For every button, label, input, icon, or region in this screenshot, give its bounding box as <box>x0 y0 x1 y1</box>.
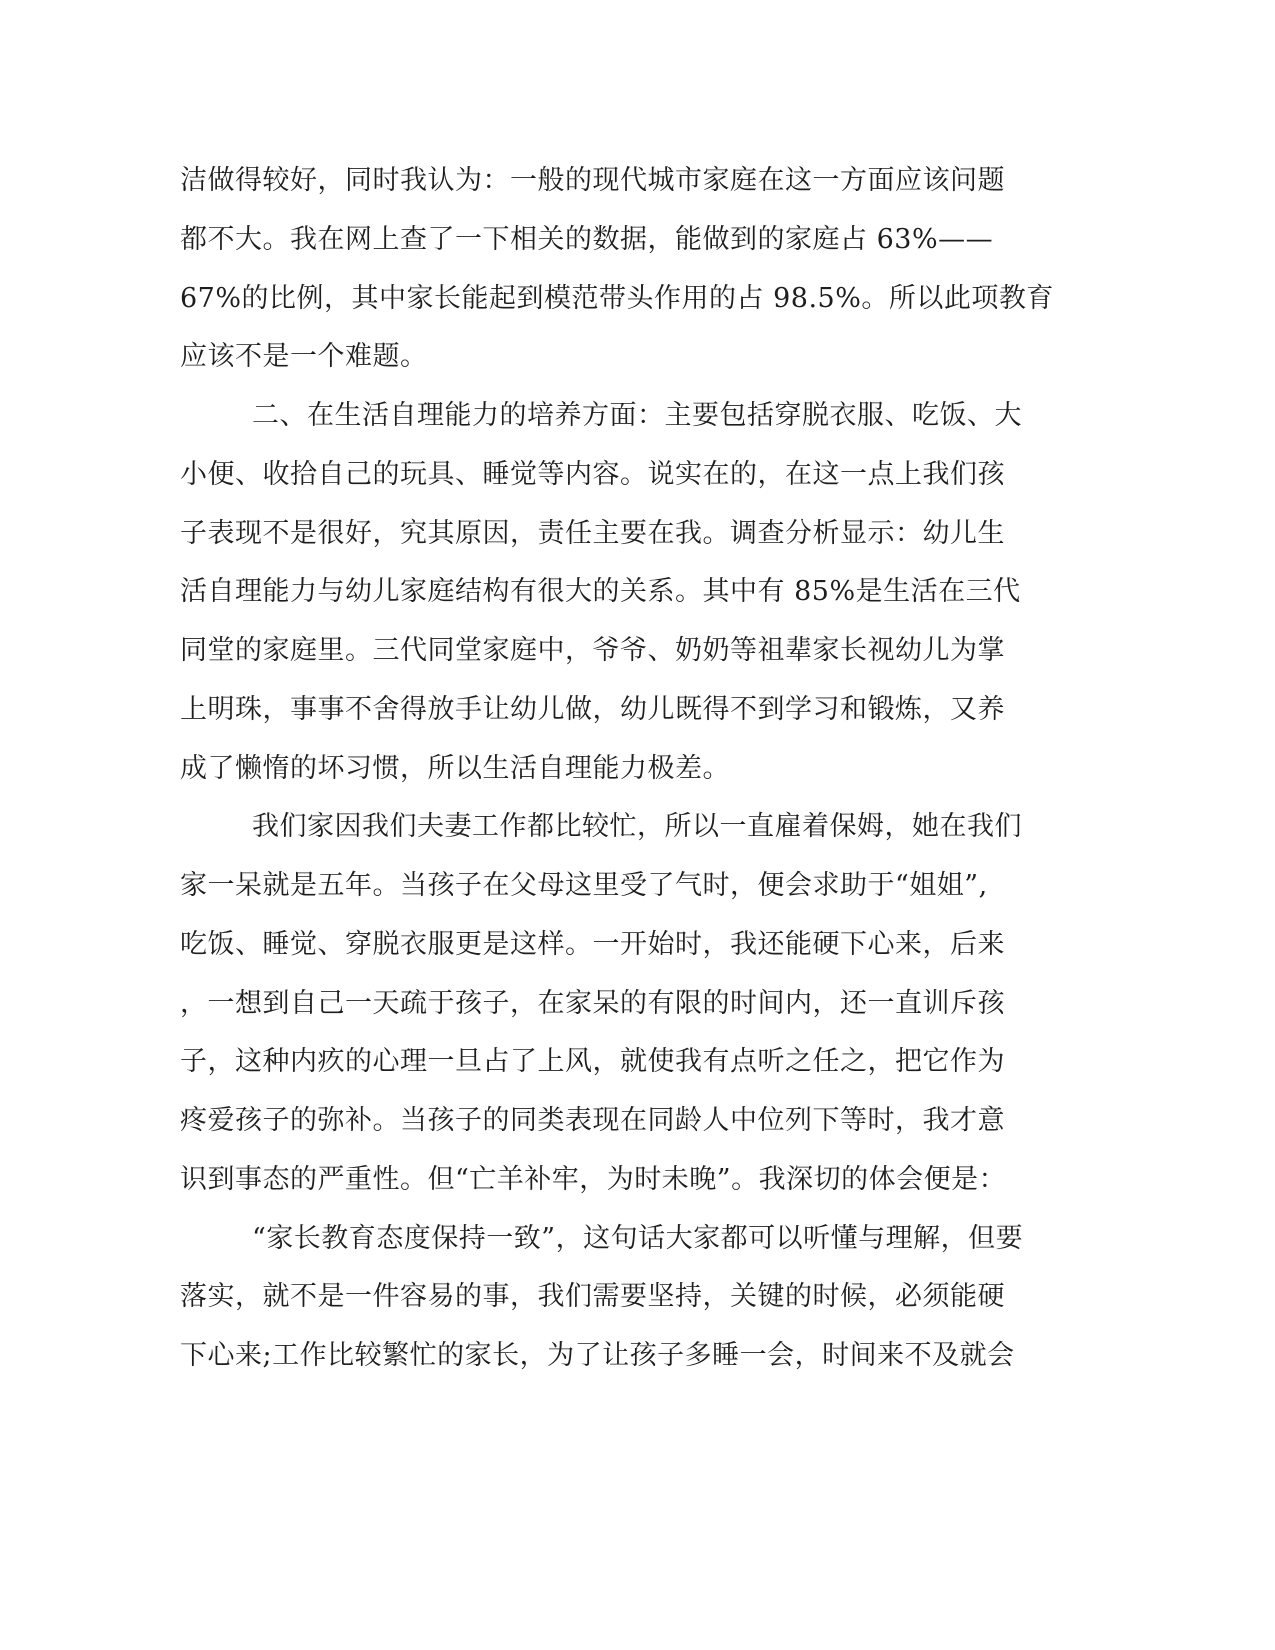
text-line: 落实，就不是一件容易的事，我们需要坚持，关键的时候，必须能硬 <box>180 1281 1005 1312</box>
text-line: 子，这种内疚的心理一旦占了上风，就使我有点听之任之，把它作为 <box>180 1046 1005 1077</box>
text-line: 小便、收拾自己的玩具、睡觉等内容。说实在的，在这一点上我们孩 <box>180 459 1005 490</box>
text-line: 疼爱孩子的弥补。当孩子的同类表现在同龄人中位列下等时，我才意 <box>180 1105 1005 1136</box>
text-line: 上明珠，事事不舍得放手让幼儿做，幼儿既得不到学习和锻炼，又养 <box>180 694 1005 725</box>
text-line: 洁做得较好，同时我认为：一般的现代城市家庭在这一方面应该问题 <box>180 165 1005 196</box>
text-line: 子表现不是很好，究其原因，责任主要在我。调查分析显示：幼儿生 <box>180 518 1005 549</box>
text-line: 应该不是一个难题。 <box>180 341 428 372</box>
paragraph-start-line: 二、在生活自理能力的培养方面：主要包括穿脱衣服、吃饭、大 <box>252 400 1022 431</box>
text-line: 识到事态的严重性。但“亡羊补牢，为时未晚”。我深切的体会便是： <box>180 1164 1007 1195</box>
text-line: 67%的比例，其中家长能起到模范带头作用的占 98.5%。所以此项教育 <box>180 283 1054 314</box>
text-line: ，一想到自己一天疏于孩子，在家呆的有限的时间内，还一直训斥孩 <box>180 988 1005 1019</box>
text-line: 都不大。我在网上查了一下相关的数据，能做到的家庭占 63%—— <box>180 224 994 255</box>
text-line: 成了懒惰的坏习惯，所以生活自理能力极差。 <box>180 753 730 784</box>
text-line: 同堂的家庭里。三代同堂家庭中，爷爷、奶奶等祖辈家长视幼儿为掌 <box>180 635 1005 666</box>
text-line: 吃饭、睡觉、穿脱衣服更是这样。一开始时，我还能硬下心来，后来 <box>180 929 1005 960</box>
paragraph-start-line: “家长教育态度保持一致”，这句话大家都可以听懂与理解，但要 <box>252 1223 1024 1254</box>
paragraph-start-line: 我们家因我们夫妻工作都比较忙，所以一直雇着保姆，她在我们 <box>252 811 1022 842</box>
text-line: 活自理能力与幼儿家庭结构有很大的关系。其中有 85%是生活在三代 <box>180 576 1021 607</box>
text-line: 下心来;工作比较繁忙的家长，为了让孩子多睡一会，时间来不及就会 <box>180 1340 1015 1371</box>
text-line: 家一呆就是五年。当孩子在父母这里受了气时，便会求助于“姐姐”, <box>180 870 988 901</box>
